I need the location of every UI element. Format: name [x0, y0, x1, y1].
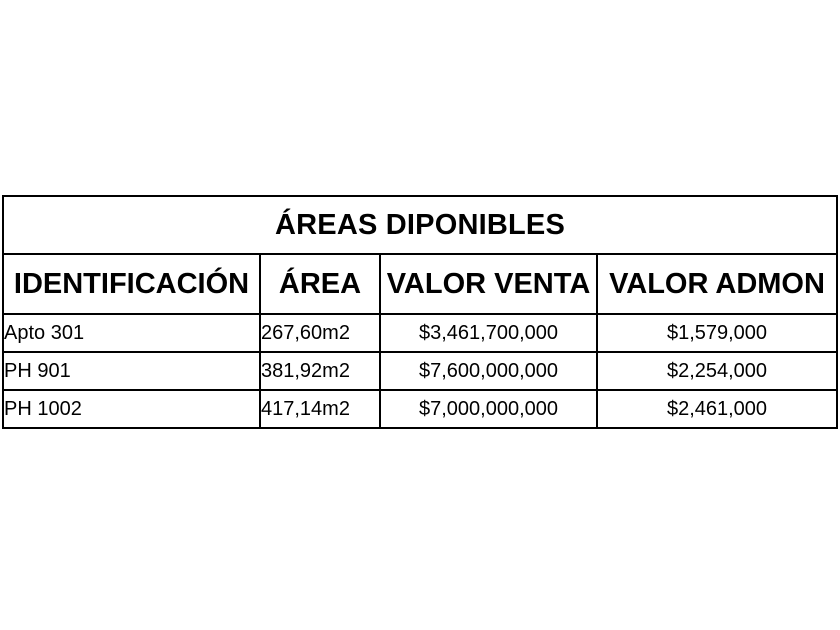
table-row	[3, 352, 837, 390]
cell-identificacion: PH 901	[3, 352, 260, 390]
cell-valor-venta: $7,600,000,000	[380, 352, 597, 390]
areas-table-container	[2, 195, 836, 429]
cell-identificacion: PH 1002	[3, 390, 260, 428]
table-row	[3, 390, 837, 428]
title-row	[3, 196, 837, 254]
column-header-valor-venta: VALOR VENTA	[380, 254, 597, 314]
column-header-area: ÁREA	[260, 254, 380, 314]
column-header-valor-admon: VALOR ADMON	[597, 254, 837, 314]
column-header-identificacion: IDENTIFICACIÓN	[3, 254, 260, 314]
table-row	[3, 314, 837, 352]
cell-valor-admon: $2,254,000	[597, 352, 837, 390]
cell-valor-venta: $7,000,000,000	[380, 390, 597, 428]
header-row	[3, 254, 837, 314]
cell-valor-admon: $1,579,000	[597, 314, 837, 352]
cell-area: 417,14m2	[260, 390, 380, 428]
cell-area: 381,92m2	[260, 352, 380, 390]
cell-valor-venta: $3,461,700,000	[380, 314, 597, 352]
cell-valor-admon: $2,461,000	[597, 390, 837, 428]
areas-table	[2, 195, 838, 429]
table-title: ÁREAS DIPONIBLES	[3, 196, 837, 254]
cell-identificacion: Apto 301	[3, 314, 260, 352]
cell-area: 267,60m2	[260, 314, 380, 352]
